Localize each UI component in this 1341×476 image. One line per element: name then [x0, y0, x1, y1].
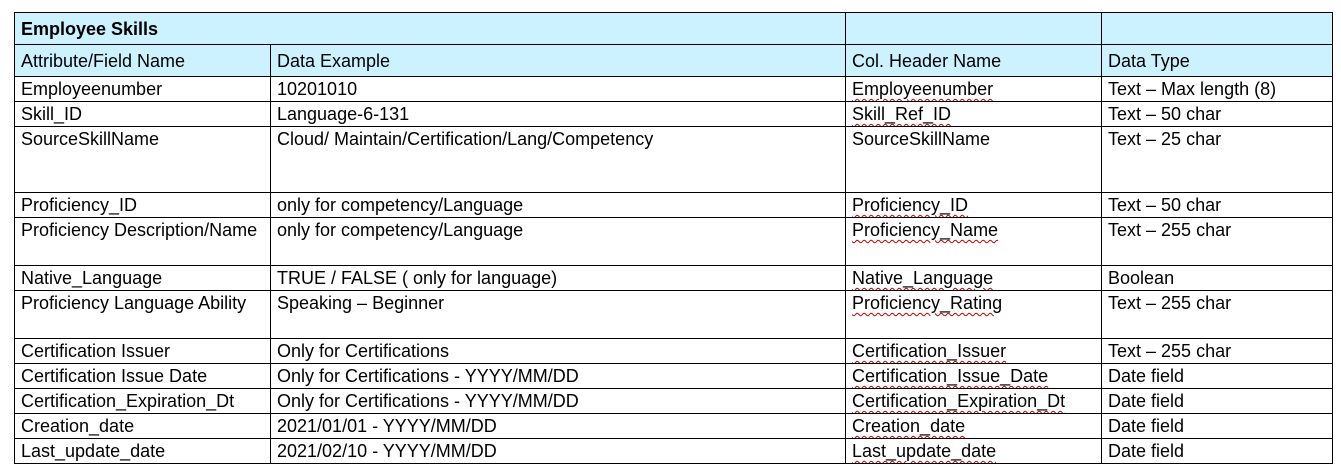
data-example-cell: Cloud/ Maintain/Certification/Lang/Competency — [271, 127, 846, 193]
data-type-cell: Text – 50 char — [1102, 193, 1333, 218]
table-row — [15, 364, 1333, 389]
column-name-cell — [846, 291, 1102, 339]
column-name-text: Proficiency_ID — [852, 195, 969, 215]
column-name-cell — [846, 389, 1102, 414]
table-row — [15, 389, 1333, 414]
data-type-cell: Date field — [1102, 389, 1333, 414]
column-name-text: Skill_Ref_ID — [852, 104, 952, 124]
column-name-text: Certification_Issue_Date — [852, 366, 1049, 386]
table-row — [15, 291, 1333, 339]
table-row — [15, 414, 1333, 439]
data-type-cell: Boolean — [1102, 266, 1333, 291]
data-type-cell: Text – 255 char — [1102, 339, 1333, 364]
column-name-cell — [846, 193, 1102, 218]
table-row — [15, 266, 1333, 291]
column-name-text: SourceSkillName — [852, 129, 991, 149]
header-field-name: Attribute/Field Name — [15, 45, 271, 77]
field-name-cell: Certification_Expiration_Dt — [15, 389, 271, 414]
data-example-cell: TRUE / FALSE ( only for language) — [271, 266, 846, 291]
data-example-cell: only for competency/Language — [271, 193, 846, 218]
data-type-cell: Text – Max length (8) — [1102, 77, 1333, 102]
table-title-row — [15, 13, 1333, 45]
field-name-cell: Proficiency_ID — [15, 193, 271, 218]
column-name-text: Creation_date — [852, 416, 966, 436]
data-type-cell: Text – 255 char — [1102, 291, 1333, 339]
column-name-text: Last_update_date — [852, 441, 997, 461]
field-name-cell: Proficiency Language Ability — [15, 291, 271, 339]
column-name-cell — [846, 364, 1102, 389]
data-example-cell: Only for Certifications - YYYY/MM/DD — [271, 364, 846, 389]
data-type-cell: Date field — [1102, 364, 1333, 389]
data-example-cell: only for competency/Language — [271, 218, 846, 266]
table-header-row — [15, 45, 1333, 77]
field-name-cell: Last_update_date — [15, 439, 271, 464]
title-empty-cell — [846, 13, 1102, 45]
column-name-cell — [846, 339, 1102, 364]
column-name-cell — [846, 127, 1102, 193]
column-name-cell — [846, 414, 1102, 439]
data-example-cell: 10201010 — [271, 77, 846, 102]
column-name-text: Certification_Issuer — [852, 341, 1007, 361]
field-name-cell: Skill_ID — [15, 102, 271, 127]
field-name-cell: Employeenumber — [15, 77, 271, 102]
column-name-text: Certification_Expiration_Dt — [852, 391, 1066, 411]
table-row — [15, 102, 1333, 127]
header-data-example: Data Example — [271, 45, 846, 77]
column-name-cell — [846, 439, 1102, 464]
field-name-cell: Proficiency Description/Name — [15, 218, 271, 266]
column-name-cell — [846, 218, 1102, 266]
column-name-text: Proficiency_Rating — [852, 293, 1003, 313]
column-name-text: Native_Language — [852, 268, 994, 288]
table-row — [15, 77, 1333, 102]
data-type-cell: Date field — [1102, 414, 1333, 439]
table-row — [15, 193, 1333, 218]
data-example-cell: 2021/02/10 - YYYY/MM/DD — [271, 439, 846, 464]
field-name-cell: Certification Issuer — [15, 339, 271, 364]
data-type-cell: Date field — [1102, 439, 1333, 464]
header-data-type: Data Type — [1102, 45, 1333, 77]
table-row — [15, 439, 1333, 464]
header-column-name: Col. Header Name — [846, 45, 1102, 77]
column-name-cell — [846, 102, 1102, 127]
data-example-cell: Only for Certifications — [271, 339, 846, 364]
table-row — [15, 339, 1333, 364]
column-name-cell — [846, 77, 1102, 102]
column-name-text: Employeenumber — [852, 79, 994, 99]
column-name-text: Proficiency_Name — [852, 220, 999, 240]
table-row — [15, 218, 1333, 266]
title-empty-cell — [1102, 13, 1333, 45]
field-name-cell: Native_Language — [15, 266, 271, 291]
table-row — [15, 127, 1333, 193]
data-example-cell: Only for Certifications - YYYY/MM/DD — [271, 389, 846, 414]
employee-skills-table — [14, 12, 1333, 464]
field-name-cell: Certification Issue Date — [15, 364, 271, 389]
data-example-cell: Speaking – Beginner — [271, 291, 846, 339]
field-name-cell: Creation_date — [15, 414, 271, 439]
data-type-cell: Text – 255 char — [1102, 218, 1333, 266]
data-type-cell: Text – 25 char — [1102, 127, 1333, 193]
table-title: Employee Skills — [15, 13, 846, 45]
field-name-cell: SourceSkillName — [15, 127, 271, 193]
data-example-cell: Language-6-131 — [271, 102, 846, 127]
column-name-cell — [846, 266, 1102, 291]
data-type-cell: Text – 50 char — [1102, 102, 1333, 127]
data-example-cell: 2021/01/01 - YYYY/MM/DD — [271, 414, 846, 439]
